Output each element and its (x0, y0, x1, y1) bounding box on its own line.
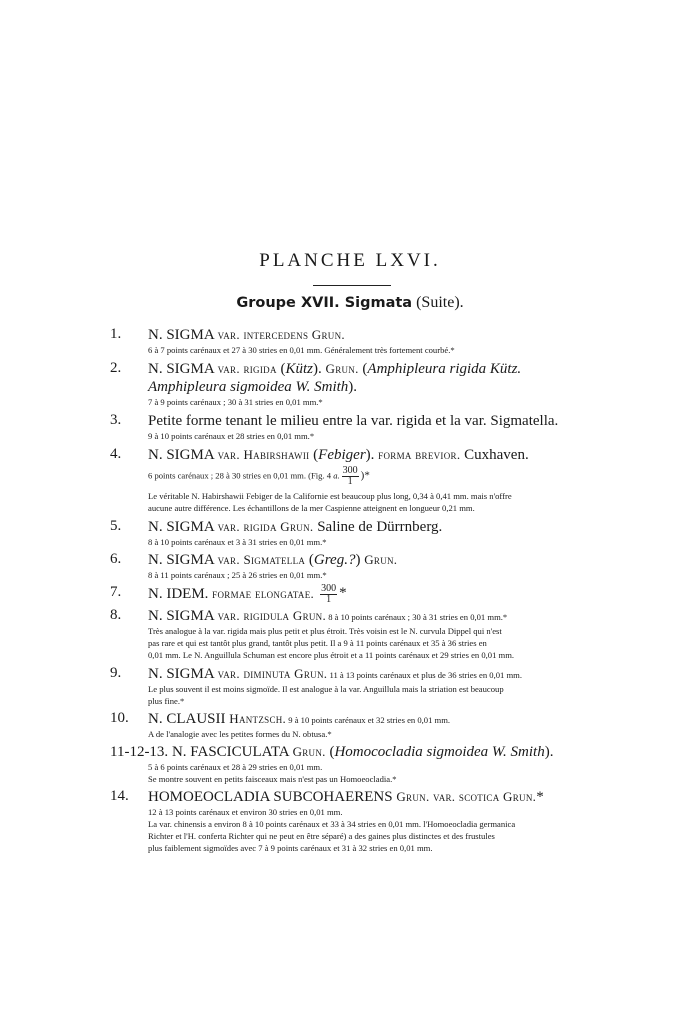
entry-number: 7. (110, 584, 122, 600)
entry-number: 1. (110, 326, 122, 342)
text: )* (360, 469, 370, 482)
text: ( (276, 361, 286, 377)
entry-number: 11-12-13. (110, 744, 169, 760)
entry-number: 2. (110, 360, 122, 376)
entry-heading (148, 710, 580, 728)
entry-heading (148, 360, 580, 378)
entry-2 (110, 360, 580, 408)
group-suffix: (Suite). (412, 294, 464, 311)
taxon-name: N. SIGMA (148, 447, 218, 463)
text: ( (305, 552, 314, 568)
entry-note: 6 à 7 points carénaux et 27 à 30 stries en 0,01 mm. Généralement très fortement courbé.* (148, 345, 455, 355)
entry-note: 8 à 11 points carénaux ; 25 à 26 stries en 0,01 mm.* (148, 570, 327, 580)
taxon-name: N. CLAUSII (148, 711, 230, 727)
entry-note: Le véritable N. Habirshawii Febiger de la Californie est beaucoup plus long, 0,34 à 0,41 mm. mais n'offre (148, 491, 512, 501)
entry-1 (110, 326, 580, 356)
forma-label: forma brevior. (378, 447, 461, 462)
taxon-name: N. SIGMA (148, 361, 218, 377)
entry-heading (148, 665, 580, 683)
synonym: Homococladia sigmoidea W. Smith (334, 744, 545, 760)
forma-label: formae elongatae. (212, 585, 315, 601)
entry-11-12-13 (110, 743, 580, 785)
synonym: Amphipleura sigmoidea W. Smith (148, 379, 349, 395)
fraction-denominator: 1 (347, 476, 353, 487)
entry-note: 5 à 6 points carénaux et 28 à 29 stries en 0,01 mm. (148, 762, 323, 772)
author: Grun. (364, 552, 398, 567)
group-label: Groupe XVII. Sigmata (236, 295, 413, 311)
fraction-numerator: 300 (342, 465, 358, 476)
text: ( (309, 447, 319, 463)
text: ). (365, 447, 379, 463)
taxon-name: N. SIGMA (148, 608, 218, 624)
entry-number: 3. (110, 412, 122, 428)
text: ). (544, 744, 554, 760)
entry-number: 9. (110, 665, 122, 681)
entry-note: 0,01 mm. Le N. Anguillula Schuman est encore plus étroit et a 11 points carénaux et 29 stries en 0,01 mm. (148, 650, 515, 660)
entry-4 (110, 446, 580, 514)
entry-note: pas rare et qui est tantôt plus grand, tantôt plus petit. Il a 9 à 11 points carénaux et 35 à 36 stries en (148, 638, 487, 648)
entry-number: 10. (110, 710, 129, 726)
entry-heading (148, 584, 580, 605)
entry-note: plus fine.* (148, 696, 185, 706)
variety-label: var. rigida (217, 361, 277, 376)
entry-heading (148, 446, 580, 464)
entry-heading: Petite forme tenant le milieu entre la var. rigida et la var. Sigmatella. (148, 413, 559, 429)
taxon-name: N. FASCICULATA (171, 744, 293, 760)
entry-8 (110, 607, 580, 661)
entry-heading (110, 743, 580, 761)
taxon-name: N. SIGMA (148, 327, 218, 343)
entry-10 (110, 710, 580, 740)
variety-label: var. diminuta Grun. (217, 666, 328, 681)
entry-number: 5. (110, 518, 122, 534)
text: a. (333, 470, 340, 481)
locality: Cuxhaven. (460, 447, 529, 463)
variety-label: var. rigida Grun. (217, 519, 314, 534)
entry-heading (148, 607, 580, 625)
entry-number: 14. (110, 788, 129, 804)
author: Grun. (325, 361, 359, 376)
magnification-fraction (320, 584, 337, 605)
entry-number: 8. (110, 607, 122, 623)
entry-note: Richter et l'H. conferta Richter qui ne peut en être séparé) a des gaines plus distinctes et des frustules (148, 831, 495, 841)
author: Kütz (285, 361, 314, 377)
locality: Saline de Dürrnberg. (313, 519, 443, 535)
entry-7 (110, 584, 580, 605)
magnification-fraction (342, 466, 359, 487)
author: Hantzsch. (229, 711, 287, 726)
entry-14 (110, 788, 580, 854)
entry-note: 8 à 10 points carénaux et 3 à 31 stries en 0,01 mm.* (148, 537, 327, 547)
entry-note: 12 à 13 points carénaux et environ 30 stries en 0,01 mm. (148, 807, 343, 817)
entry-heading (148, 518, 580, 536)
group-heading (0, 294, 700, 312)
text: ( (358, 361, 368, 377)
taxon-name: N. SIGMA (148, 519, 218, 535)
entry-heading (148, 788, 580, 806)
variety-label: var. rigidula Grun. (217, 608, 327, 623)
author: Grun. (292, 744, 326, 759)
text: 6 points carénaux ; 28 à 30 stries en 0,01 mm. (Fig. 4 (148, 470, 334, 481)
fraction-numerator: 300 (321, 583, 337, 594)
entry-number: 4. (110, 446, 122, 462)
taxon-name: N. SIGMA (148, 552, 218, 568)
author: Febiger (318, 447, 366, 463)
entry-note: 7 à 9 points carénaux ; 30 à 31 stries en 0,01 mm.* (148, 397, 323, 407)
entry-heading (148, 326, 580, 344)
text: ). (313, 361, 326, 377)
entry-3 (110, 412, 580, 442)
title-rule (313, 285, 391, 286)
entry-list (110, 326, 580, 854)
entry-note: Le plus souvent il est moins sigmoïde. Il est analogue à la var. Anguillula mais la striation est beaucoup (148, 684, 504, 694)
entry-note: plus faiblement sigmoïdes avec 7 à 9 points carénaux et 31 à 32 stries en 0,01 mm. (148, 843, 433, 853)
text: ). (348, 379, 358, 395)
variety-label: var. Sigmatella (217, 552, 306, 567)
text: ( (325, 744, 335, 760)
entry-inline-note: 11 à 13 points carénaux et plus de 36 stries en 0,01 mm. (327, 670, 523, 680)
asterisk: * (536, 789, 544, 805)
entry-note: Très analogue à la var. rigida mais plus petit et plus étroit. Très voisin est le N. curvula Dippel qui n'est (148, 626, 502, 636)
entry-inline-note: 8 à 10 points carénaux ; 30 à 31 stries en 0,01 mm.* (326, 612, 508, 622)
plate-title: PLANCHE LXVI. (259, 250, 441, 271)
fraction-denominator: 1 (326, 594, 332, 605)
variety-label: Grun. var. scotica Grun. (396, 789, 537, 804)
entry-5 (110, 518, 580, 548)
entry-note: 9 à 10 points carénaux et 28 stries en 0,01 mm.* (148, 431, 315, 441)
asterisk: * (339, 585, 347, 601)
synonym: Amphipleura rigida Kütz. (367, 361, 522, 377)
variety-label: var. Habirshawii (217, 447, 310, 462)
entry-heading-cont (148, 378, 580, 396)
taxon-name: HOMOEOCLADIA SUBCOHAERENS (148, 789, 397, 805)
author: Greg.? (313, 552, 356, 568)
entry-number: 6. (110, 551, 122, 567)
entry-inline-note: 9 à 10 points carénaux et 32 stries en 0,01 mm. (286, 715, 451, 725)
entry-note: La var. chinensis a environ 8 à 10 points carénaux et 33 à 34 stries en 0,01 mm. l'Homoeocladia germanica (148, 819, 516, 829)
entry-9 (110, 665, 580, 707)
taxon-name: N. SIGMA (148, 666, 218, 682)
entry-6 (110, 551, 580, 581)
entry-note (148, 466, 580, 487)
entry-note: A de l'analogie avec les petites formes du N. obtusa.* (148, 729, 332, 739)
entry-note: Se montre souvent en petits faisceaux mais n'est pas un Homoeocladia.* (148, 774, 397, 784)
entry-note: aucune autre différence. Les échantillons de la mer Caspienne atteignent en longueur 0,21 mm. (148, 503, 475, 513)
entry-heading (148, 551, 580, 569)
variety-label: var. intercedens Grun. (217, 327, 345, 342)
text: ) (355, 552, 365, 568)
taxon-name: N. IDEM. (148, 585, 213, 602)
